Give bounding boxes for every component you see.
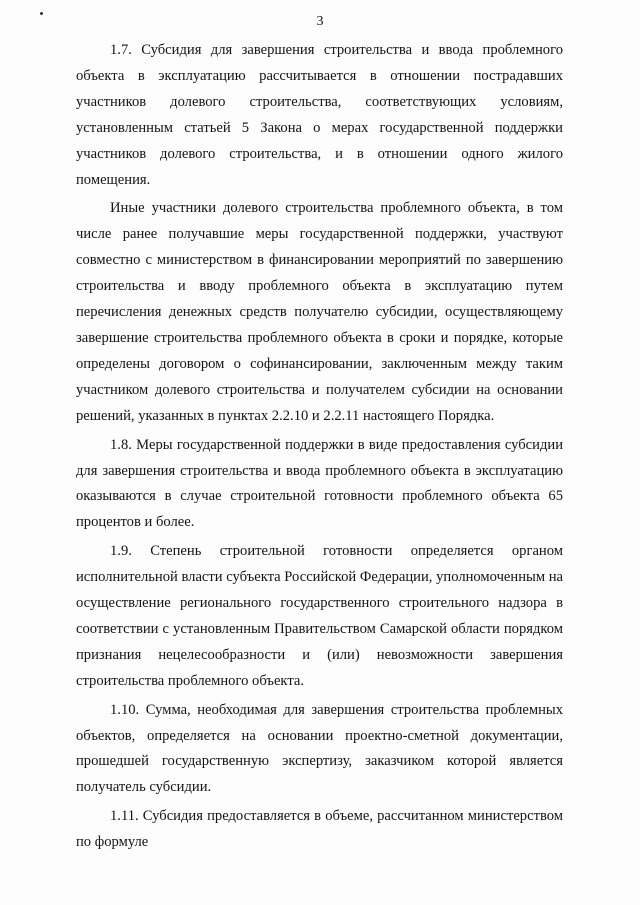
page-number: 3 <box>316 14 324 29</box>
paragraph-1-8: 1.8. Меры государственной поддержки в виде предоставления субсидии для завершения строительства и ввода проблемного объекта в эксплуатацию оказываются в случае строительной готовности проблемного объекта 65 процентов и более. <box>76 436 563 531</box>
paragraph-1-7: 1.7. Субсидия для завершения строительства и ввода проблемного объекта в эксплуатацию рассчитывается в отношении пострадавших участников долевого строительства, соответствующих условиям, установленным статьей 5 Закона о мерах государственной поддержки участников долевого строительства, и в отношении одного жилого помещения. <box>76 42 563 188</box>
paragraph-1-7-continued: Иные участники долевого строительства проблемного объекта, в том числе ранее получавшие меры государственной поддержки, участвуют совместно с министерством в финансировании мероприятий по завершению строительства и вводу проблемного объекта в эксплуатацию путем перечисления денежных средств получателю субсидии, осуществляющему завершение строительства проблемного объекта в сроки и порядке, которые определены договором о софинансировании, заключенным между таким участником долевого строительства и получателем субсидии на основании решений, указанных в пунктах 2.2.10 и 2.2.11 настоящего Порядка. <box>76 200 563 424</box>
paragraph-1-9: 1.9. Степень строительной готовности определяется органом исполнительной власти субъекта Российской Федерации, уполномоченным на осуществление регионального государственного строительного надзора в соответствии с установленным Правительством Самарской области порядком признания нецелесообразности и (или) невозможности завершения строительства проблемного объекта. <box>76 543 563 689</box>
paragraph-1-10: 1.10. Сумма, необходимая для завершения строительства проблемных объектов, определяется на основании проектно-сметной документации, прошедшей государственную экспертизу, заказчиком которой является получатель субсидии. <box>76 701 563 796</box>
paragraph-1-11: 1.11. Субсидия предоставляется в объеме, рассчитанном министерством по формуле <box>76 808 563 851</box>
document-body <box>76 38 563 856</box>
